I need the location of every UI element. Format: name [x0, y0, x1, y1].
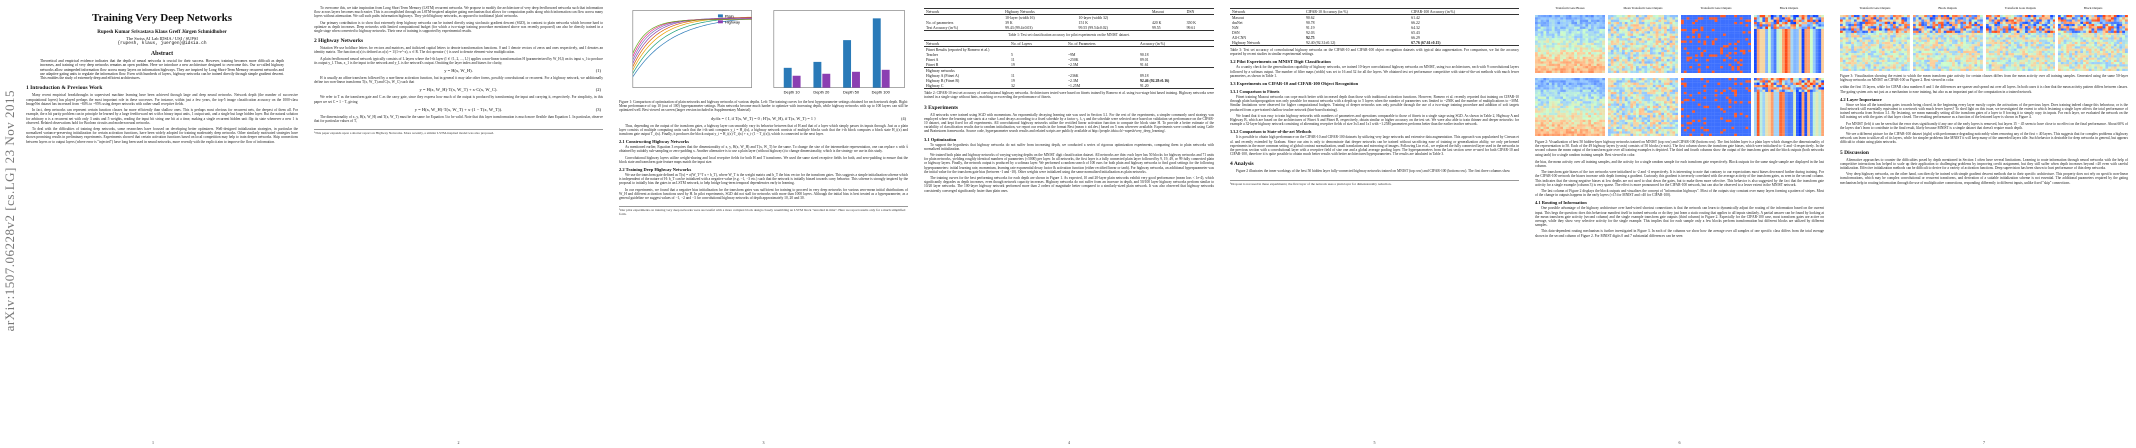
paragraph: We use the transform gate defined as T(x) = σ(W_T^T x + b_T), where W_T is the weight matrix and b_T the bias vector for the transform gates. This suggests a simple initialization scheme which is independent of the nature of H: b_T can be initialized with a negative value (e.g. −1, −3 etc.) such that the network is initially biased towards carry behavior. This scheme is strongly inspired by the proposal to initially bias the gates in an LSTM network, to help bridge long-term temporal dependencies early in learning. — [619, 173, 908, 186]
table-group-label: Fitnet Results (reported by Romero et al.) — [926, 47, 990, 52]
equation-1 — [314, 68, 603, 73]
subsection-heading: 3.2 Pilot Experiments on MNIST Digit Classification — [1230, 59, 1331, 65]
subsection-heading: 2.2 Training Deep Highway Networks — [619, 167, 692, 173]
table-cell: 99.55 — [1150, 25, 1185, 31]
table-cell: 92.03 — [1305, 30, 1315, 35]
table-cell: 91.19 — [1305, 25, 1315, 30]
table-cell: 91.61 — [1139, 62, 1149, 67]
heatmap-canvas — [1608, 78, 1678, 136]
paragraph: We found that it was easy to train highway networks with numbers of parameters and operations comparable to those of fitnets in a single stage using SGD. As shown in Table 2, Highway A and Highway B, which are based on the architectures of Fitnet A and Fitnet B, respectively, obtain similar or higher accuracy on the test set. We were also able to train thinner and deeper networks: for example a 32-layer highway network consisting of alternating receptive fields of size 3x3 and 1x1 with ~1.25M parameters performs better than the earlier teacher network. — [1230, 113, 1519, 127]
page-1 — [0, 0, 306, 448]
table-cell: 32 — [1009, 83, 1066, 89]
table-header-cell: Maxout — [1150, 9, 1185, 15]
paragraph: A plain feedforward neural network typically consists of L layers where the l-th layer (l ∈ {1, 2, ..., L}) applies a non-linear transformation H (parameterized by W_H,l) on its input x_l to produce its output y_l. Thus, x_1 is the input to the network and y_L is the network's output. Omitting the layer index and biases for clarity, — [314, 56, 603, 65]
table-cell: Highway C — [924, 83, 1009, 89]
table-header-cell: Network — [924, 9, 1003, 15]
table-cell: 92.46 (92.28±0.16) — [1139, 78, 1170, 83]
heatmap — [2058, 15, 2128, 71]
paragraph: The dimensionality of x, y, H(x, W_H) and T(x, W_T) must be the same for Equation 3 to be valid. Note that this layer transformation is much more flexible than Equation 1. In particular, observe that for particular values of T, — [314, 114, 603, 124]
figure-3-column-title: Block Outputs — [1938, 6, 1957, 10]
paragraph: Notation We use boldface letters for vectors and matrices, and italicized capital letters to denote transformation functions. 0 and 1 denote vectors of zeros and ones respectively, and I denotes an identity matrix. The function σ(x) is defined as σ(x) = 1/(1+e^-x), x ∈ R. The dot operator (·) is used to denote element-wise multiplication. — [314, 46, 603, 55]
table-1-caption: Table 1: Test set classification accuracy for pilot experiments on the MNIST dataset. — [1008, 33, 1130, 37]
equation-body: y = H(x, W_H)·T(x, W_T) + x·C(x, W_C). — [419, 87, 498, 93]
figure-2-column-title: Transform Gate Outputs — [1700, 6, 1732, 10]
table-cell: 99.55 (99.54±0.02) — [1077, 25, 1150, 31]
paragraph: The last column of Figure 2 displays the block outputs and visualizes the concept of "information highways". Most of the outputs stay constant over many layers forming a pattern of stripes. Most of the change in outputs happens in the early layers (≈15 for MNIST and ≈40 for CIFAR-100). — [1535, 189, 1824, 198]
table-header-cell: Accuracy (in %) — [1138, 41, 1214, 47]
table-cell: Teacher — [926, 52, 938, 57]
heatmap-canvas — [1986, 15, 2056, 71]
page-number: 2 — [457, 440, 460, 445]
table-cell: Highway Network — [1230, 40, 1304, 46]
equation-2 — [314, 87, 603, 92]
figure-2-column-title: Transform Gate Biases — [1555, 6, 1585, 10]
plain-bar — [843, 40, 851, 88]
body-text — [924, 143, 1214, 193]
heatmap — [1986, 15, 2056, 71]
plain-bar — [872, 18, 880, 87]
abstract-heading: Abstract — [150, 51, 174, 57]
heatmap — [1681, 15, 1751, 73]
heatmap-canvas — [1535, 15, 1605, 73]
equation-number: (4) — [901, 115, 906, 121]
highway-bar — [881, 70, 889, 88]
page-number: 7 — [1983, 440, 1985, 445]
heatmap — [1754, 78, 1824, 136]
table-header-cell: No. of Layers — [1009, 41, 1066, 47]
table-cell: 61.42 — [1411, 15, 1420, 20]
table-2 — [924, 40, 1214, 89]
equation-body: y = H(x, W_H). — [444, 68, 473, 74]
body-text — [619, 145, 908, 164]
table-cell: 19 — [1010, 78, 1015, 83]
depth-label: Depth 20 — [812, 89, 829, 95]
depth-label: Depth 10 — [783, 89, 800, 95]
paragraph: Very deep highway networks, on the other hand, can directly be trained with simple gradient descent methods due to their specific architecture. This property does not rely on specific non-linear transformations, which may be complex convolutional or recurrent transforms, and derivation of a suitable initialization scheme is not essential. The additional parameters required by the gating mechanism help in routing information through the use of multiplicative connections, responding differently to different inputs, unlike fixed "skip" connections. — [1840, 172, 2128, 185]
paragraph: The training curves for the best performing networks for each depth are shown in Figure 1. As expected, 10 and 20-layer plain networks exhibit very good performance (mean loss < 1e-4), which significantly degrades as depth increases, even though network capacity increases. Highway networks do not suffer from an increase in depth, and 50/100 layer highway networks perform similar to 10/20 layer networks. The 100-layer highway network performed more than 2 orders of magnitude better compared to a similarly-sized plain network. It was also observed that highway networks consistently converged significantly faster than plain ones. — [924, 176, 1214, 193]
paragraph: Fitnet training Maxout networks can cope much better with increased depth than those with traditional activation functions. However, Romero et al. recently reported that training on CIFAR-10 through plain backpropogation was only possible for maxout networks with a depth up to 5 layers when the number of parameters was limited to ~250K and the number of multiplications to ~30M. Similar limitations were observed for higher computational budgets. Training of deeper networks was only possible through the use of a two-stage training procedure and addition of soft targets produced from a pre-trained shallow teacher network (hint-based training). — [1230, 95, 1519, 112]
table-cell: 89.18 — [1139, 73, 1149, 78]
abstract: Theoretical and empirical evidence indicates that the depth of neural networks is crucial for their success. However, training becomes more difficult as depth increases, and training of very deep networks remains an open problem. Here we introduce a new architecture designed to overcome this. Our so-called highway networks allow unimpeded information flow across many layers on information highways. They are inspired by Long Short-Term Memory recurrent networks and use adaptive gating units to regulate the information flow. Even with hundreds of layers, highway networks can be trained directly through simple gradient descent. This enables the study of extremely deep and efficient architectures. — [40, 59, 284, 81]
paragraph: This data-dependent routing mechanism is further investigated in Figure 3. In each of the columns we show how the average over all samples of one specific class differs from the total average shown in the second column of Figure 2. For MNIST digits 0 and 7 substantial differences can be seen — [1535, 229, 1824, 238]
figure-2 — [1535, 6, 1824, 138]
figure-2-column-title: Block Outputs — [1779, 6, 1799, 10]
table-cell: 66.29 — [1411, 35, 1420, 40]
table-cell: 92.40 (92.31±0.12) — [1304, 40, 1409, 46]
paragraph: As a sanity check for the generalization capability of highway networks, we trained 10-layer convolutional highway networks on MNIST, using two architectures, each with 9 convolutional layers followed by a softmax output. The number of filter maps (width) was set to 16 and 32 for all the layers. We obtained test set performance competitive with state-of-the-art methods with much fewer parameters, as shown in Table 1. — [1230, 65, 1519, 78]
section-heading: 2 Highway Networks — [314, 38, 364, 45]
page-number: 3 — [762, 440, 765, 445]
section-heading: 3 Experiments — [924, 104, 959, 111]
heatmap — [1754, 15, 1824, 73]
table-cell: 65.43 — [1411, 30, 1420, 35]
table-header-cell: No. of Parameters — [1066, 41, 1138, 47]
paragraph: To support the hypothesis that highway networks do not suffer from increasing depth, we conducted a series of rigorous optimization experiments, comparing them to plain networks with normalized initialization. — [924, 142, 1214, 151]
table-cell: 99.43 (99.4±0.03) — [1003, 25, 1076, 31]
table-cell: NiN — [1232, 25, 1239, 30]
table-row — [924, 83, 1214, 89]
paragraph: the bias, the mean activity over all training samples, and the activity for a single random sample for each transform gate respectively. Block outputs for the same single sample are displayed in the last column. — [1535, 159, 1824, 169]
heatmap-canvas — [1754, 15, 1824, 73]
footnote: ³Dropout is not used in these experiments; the first layer of the network uses a plain layer for dimensionality reduction. — [1230, 180, 1519, 186]
paragraph: H is usually an affine transform followed by a non-linear activation function, but in general it may take other forms, possibly convolutional or recurrent. For a highway network, we additionally define two non-linear transforms T(x, W_T) and C(x, W_C) such that — [314, 76, 603, 85]
table-cell: 5 — [1010, 52, 1013, 57]
table-cell: Maxout — [1232, 15, 1244, 20]
highway-bar — [792, 76, 800, 88]
plain-bar — [813, 62, 821, 88]
body-text — [619, 124, 908, 137]
body-text — [1840, 103, 2128, 145]
table-cell: Test Accuracy (in %) — [924, 25, 1003, 31]
paragraph: Our primary contribution is to show that extremely deep highway networks can be trained directly using stochastic gradient descent (SGD), in contrast to plain networks which become hard to optimize as depth increases. Deep networks with limited computational budget (for which a two-stage training procedure mentioned above was recently proposed) can also be directly trained in a single stage when converted to highway networks. Their ease of training is supported by experimental results. — [314, 20, 603, 34]
body-text — [1535, 160, 1824, 198]
table-cell: 39 K — [1005, 20, 1013, 25]
paragraph: For MNIST (left) it can be seen that the error rises significantly if any one of the early layers is removed, but layers 15 − 45 seem to have close to no effect on the final performance. About 60% of the layers don't learn to contribute to the final result, likely because MNIST is a simple dataset that doesn't require much depth. — [1840, 121, 2128, 130]
paragraph: Thus, depending on the output of the transform gates, a highway layer can smoothly vary its behavior between that of H and that of a layer which simply passes its inputs through. Just as a plain layer consists of multiple computing units such that the i-th unit computes y_i = H_i(x), a highway network consists of multiple blocks such that the i-th block computes a block state H_i(x) and transform gate output T_i(x). Finally, it produces the block output y_i = H_i(x)·T_i(x) + x_i·(1 − T_i(x)), which is connected to the next layer. — [619, 123, 908, 137]
body-text — [314, 6, 603, 33]
table-cell: 90.62 — [1305, 15, 1315, 20]
page-5 — [1222, 0, 1527, 448]
paragraph: It is possible to obtain high performance on the CIFAR-10 and CIFAR-100 datasets by utilizing very large networks and extensive data augmentation. This approach was popularized by Ciresan et al. and recently extended by Graham. Since our aim is only to demonstrate that deeper networks can be trained without sacrificing ease of training or generalization ability, we only performed experiments in the more common setting of global contrast normalization, small translations and mirroring of images. Following Lin et al., we replaced the fully connected layer used in the networks in the previous section with a convolutional layer with a receptive field of size one and a global average pooling layer. The hyperparameters from the last section were re-used for both CIFAR-10 and CIFAR-100, therefore it is quite possible to obtain much better results with better architectures/hyperparameters. The results are tabulated in Table 3. — [1230, 135, 1519, 157]
body-text — [314, 76, 603, 84]
table-3 — [1230, 8, 1519, 46]
subsection-heading: 4.2 Layer Importance — [1840, 96, 1882, 102]
table-cell: All-CNN — [1232, 35, 1247, 40]
subsection-heading: 2.1 Constructing Highway Networks — [619, 139, 690, 145]
body-text — [924, 113, 1214, 134]
subsection-heading: 3.3.2 Comparison to State-of-the-art Methods — [1230, 129, 1312, 135]
figure-1 — [619, 6, 908, 98]
section-heading: 1 Introduction & Previous Work — [26, 85, 103, 92]
figure-3-column-title: Block Outputs — [2083, 6, 2103, 10]
body-text — [1840, 85, 2128, 93]
table-cell: ~236K — [1068, 73, 1079, 78]
body-text — [1230, 169, 1519, 173]
footnote: ¹This paper expands upon a shorter report on Highway Networks. More recently, a similar LSTM-inspired model was also proposed. — [314, 129, 603, 135]
table-cell: ~2.5M — [1068, 62, 1079, 67]
figure-1-right-plot — [760, 6, 908, 98]
figure-2-caption: Figure 2: Visualization of best 50 hidden-layer highway networks trained on MNIST (top row) and CIFAR-100 (bottom row). The first hidden layer is a plain layer which changes the dimensionality of the representation to 50. Each of the 49 highway layers (y-axis) consists of 50 blocks (x-axis). The first column shows the transform gate biases, which were initialized to -2 and -4 respectively. In the second column the mean output of the transform gate over all training examples is depicted. The third and fourth columns show the output of the transform gates and the block outputs (both networks using tanh) for a single random training sample. Best viewed in color. — [1535, 140, 1824, 157]
section-heading: 4 Analysis — [1230, 161, 1254, 168]
table-cell: 420 K — [1152, 20, 1162, 25]
table-cell: 67.76 (67.61±0.15) — [1409, 40, 1519, 46]
legend-swatch — [718, 14, 723, 17]
paragraph: As mentioned earlier, Equation 3 requires that the dimensionality of x, y, H(x, W_H) and T(x, W_T) be the same. To change the size of the intermediate representation, one can replace x with x̂ obtained by suitably sub-sampling or zero-padding x. Another alternative is to use a plain layer (without highways) to change dimensionality, which is the strategy we use in this study. — [619, 145, 908, 154]
paragraph: One possible advantage of the highway architecture over hard-wired shortcut connections is that the network can learn to dynamically adjust the routing of the information based on the current input. This begs the question: does this behaviour manifest itself in trained networks or do they just learn a static routing that applies to all inputs similarly. A partial answer can be found by looking at the mean transform gate activity (second column) and the single example transform gate outputs (third column) in Figure 2. Especially for the CIFAR-100 case, most transform gates are active on average, while they show very selective activity for the single example. This implies that for each sample only a few blocks perform transformation but different blocks are utilized by different samples. — [1535, 206, 1824, 228]
table-cell: 92.75 — [1305, 35, 1315, 40]
heatmap-canvas — [1840, 15, 1910, 71]
paragraph: To overcome this, we take inspiration from Long Short Term Memory (LSTM) recurrent networks. We propose to modify the architecture of very deep feedforward networks such that information flow across layers becomes much easier. This is accomplished through an LSTM-inspired adaptive gating mechanism that allows for computation paths along which information can flow across many layers without attenuation. We call such paths information highways. They yield highway networks, as opposed to traditional 'plain' networks. — [314, 6, 603, 19]
equation-body: dy/dx = { I, if T(x, W_T) = 0 ; H'(x, W_H), if T(x, W_T) = 1 } — [711, 115, 816, 121]
paragraph: Convolutional highway layers utilize weight-sharing and local receptive fields for both H and T transforms. We used the same sized receptive fields for both, and zero-padding to ensure that the block state and transform gate feature maps match the input size. — [619, 155, 908, 164]
table-cell: dasNet — [1232, 20, 1243, 25]
heatmap-canvas — [1535, 78, 1605, 136]
depth-label: Depth 100 — [871, 89, 890, 95]
paragraph: We see a different picture for the CIFAR-100 dataset (right) with performance degrading noticeably when removing any of the first ≈ 40 layers. This suggests that for complex problems a highway network can learn to utilize all of its layers, while for simpler problems like MNIST it will keep many of the unneeded layers idle. Such behavior is desirable for deep networks in general, but appears difficult to obtain using plain networks. — [1840, 132, 2128, 145]
table-row — [1230, 40, 1519, 46]
plain-bar — [783, 68, 791, 88]
body-text — [26, 93, 298, 143]
page-number: 6 — [1678, 440, 1681, 445]
figure-3 — [1840, 6, 2128, 72]
table-cell: DSN — [1232, 30, 1240, 35]
table-cell: 10-layer (width 16) — [1005, 15, 1035, 20]
table-cell: 64.32 — [1411, 25, 1420, 30]
table-cell: 90.78 — [1305, 20, 1315, 25]
table-2-caption: Table 2: CIFAR-10 test set accuracy of convolutional highway networks. Architectures tested were based on fitnets trained by Romero et al. using two-stage hint based training. Highway networks were trained in a single stage without hints, matching or exceeding the performance of fitnets. — [924, 91, 1214, 100]
equation-number: (2) — [595, 87, 601, 93]
figure-2-column-title: Mean Transform Gate Outputs — [1623, 6, 1663, 10]
table-cell: 151 K — [1078, 20, 1088, 25]
page-6 — [1527, 0, 1832, 448]
page-7 — [1832, 0, 2136, 448]
heatmap-canvas — [1608, 15, 1678, 73]
heatmap — [1913, 15, 1983, 71]
highway-bar — [822, 74, 830, 88]
table-header-cell: DSN — [1185, 9, 1214, 15]
paragraph: To deal with the difficulties of training deep networks, some researchers have focused on developing better optimizers. Well-designed initialization strategies, in particular the normalized variance-preserving initialization for certain activation functions, have been widely adopted for training moderately deep networks. Other similarly motivated strategies have shown promising results in preliminary experiments. Experiments showed that certain activation functions based on local competition may help to train deeper networks. Skip connections between layers or to output layers (where error is "injected") have long been used in neural networks, more recently with the explicit aim to improve the flow of information. — [26, 126, 298, 144]
table-cell: Fitnet A — [926, 57, 939, 62]
table-cell: ~250K — [1068, 57, 1079, 62]
table-cell: Highway B (Fitnet B) — [926, 78, 960, 83]
paragraph: within the first 15 layers, while for CIFAR class numbers 0 and 1 the differences are sparser and spread out over all layers. In both cases it is clear that the mean activity pattern differs between classes. The gating system acts not just as a mechanism to ease training, but also as an important part of the computation in a trained network. — [1840, 85, 2128, 94]
equation-3 — [314, 107, 603, 112]
subsection-heading: 3.3.1 Comparison to Fitnets — [1230, 89, 1280, 95]
figure-3-column-title: Transform Gate Outputs — [2004, 6, 2036, 10]
subsection-heading: 4.1 Routing of Information — [1535, 200, 1587, 206]
heatmap — [1840, 15, 1910, 71]
page-2 — [306, 0, 611, 448]
figure-3-column-title: Transform Gate Outputs — [1859, 6, 1891, 10]
table-cell: 91.20 — [1138, 83, 1214, 89]
footnote: ²Our pilot experiments on training very deep networks were successful with a more complex block design closely resembling an LSTM block "unrolled in time". Here we report results only for a much simplified form. — [619, 206, 908, 216]
paragraph: We refer to T as the transform gate and C as the carry gate, since they express how much of the output is produced by transforming the input and carrying it, respectively. For simplicity, in this paper we set C = 1 − T, giving — [314, 95, 603, 104]
paper-title: Training Very Deep Networks — [91, 12, 233, 24]
heatmap — [1535, 15, 1605, 73]
paragraph: All networks were trained using SGD with momentum. An exponentially decaying learning rate was used in Section 3.1. For the rest of the experiments, a simpler commonly used strategy was employed where the learning rate starts at a value λ and decays according to a fixed schedule by a factor γ. λ, γ and the schedule were selected once based on validation set performance on the CIFAR-10 dataset, and kept fixed for all experiments. All convolutional highway networks utilize the rectified linear activation function to compute the block state H. To provide a better estimate of the variability of classification results due to random initialization, we report our results in the format Best (mean ± std.dev.) based on 5 runs wherever available. Experiments were conducted using Caffe and Brainstorm frameworks. Source code, hyperparameter search results and related scripts are publicly available at http://people.idsia.ch/~rupesh/very_deep_learning/. — [924, 112, 1214, 134]
body-text — [314, 95, 603, 103]
equation-number: (1) — [595, 68, 601, 74]
heatmap-canvas — [1681, 78, 1751, 136]
page-4 — [916, 0, 1222, 448]
heatmap — [1608, 78, 1678, 136]
page-number: 1 — [152, 440, 154, 445]
body-text — [1230, 65, 1519, 78]
table-header-cell: Highway Networks — [1003, 9, 1150, 15]
table-cell: 11 — [1010, 57, 1015, 62]
table-3-caption: Table 3: Test set accuracy of convolutional highway networks on the CIFAR-10 and CIFAR-100 object recognition datasets with typical data augmentation. For comparison, we list the accuracy reported by recent studies in similar experimental settings. — [1230, 48, 1519, 57]
subsection-heading: 3.3 Experiments on CIFAR-10 and CIFAR-100 Object Recognition — [1230, 81, 1359, 87]
table-cell: ~2.3M — [1068, 78, 1079, 83]
table-cell: 10-layer (width 32) — [1078, 15, 1109, 20]
table-row — [924, 25, 1214, 31]
legend-swatch — [718, 20, 723, 23]
body-text — [314, 115, 603, 123]
body-text — [1535, 206, 1824, 237]
table-cell: ~9M — [1068, 52, 1076, 57]
paragraph: In fact, deep networks can represent certain function classes far more efficiently than shallow ones. This is perhaps most obvious for recurrent nets, the deepest of them all. For example, the n bit parity problem can in principle be learned by a large feedforward net with n binary input units, 1 output unit, and a single but large hidden layer. But the natural solution for arbitrary n is a recurrent net with only 3 units and 5 weights, reading the input bit string one bit at a time, making a single recurrent hidden unit flip its state whenever a new 1 is observed. Related observations hold for Boolean circuits and modern neural networks. — [26, 108, 298, 125]
page-number: 5 — [1373, 440, 1376, 445]
table-cell: ~1.25M — [1066, 83, 1138, 89]
table-cell: 66.22 — [1411, 20, 1420, 25]
table-cell: Fitnet B — [926, 62, 939, 67]
depth-label: Depth 50 — [842, 89, 859, 95]
highway-bar — [852, 72, 860, 88]
heatmap — [1535, 78, 1605, 136]
emails: {rupesh, klaus, juergen}@idsia.ch — [117, 41, 207, 46]
page-number: 4 — [1068, 440, 1070, 445]
body-text — [619, 173, 908, 200]
table-cell: Highway A (Fitnet A) — [926, 73, 960, 78]
figure-3-caption: Figure 3: Visualization showing the extent to which the mean transform gate activity for certain classes differs from the mean activity over all training samples. Generated using the same 50-layer highway networks on MNIST on CIFAR-100 as Figure 2. Best viewed in color. — [1840, 74, 2128, 83]
subsection-heading: 3.1 Optimization — [924, 136, 957, 142]
body-text — [314, 46, 603, 65]
legend-label: Plain — [724, 13, 734, 19]
paragraph: Figure 2 illustrates the inner workings of the best 50 hidden layer fully-connected highway networks trained on MNIST (top row) and CIFAR-100 (bottom row). The first three columns show — [1236, 169, 1510, 174]
body-text — [1230, 135, 1519, 156]
table-header-cell: Network — [924, 41, 1009, 47]
heatmap-canvas — [1754, 78, 1824, 136]
table-cell: 11 — [1010, 73, 1015, 78]
paragraph: In our experiments, we found that a negative bias initialization for the transform gates was sufficient for training to proceed in very deep networks for various zero-mean initial distributions of W_H and different activation functions used by H. In pilot experiments, SGD did not stall for networks with more than 1000 layers. Although the initial bias is best treated as a hyperparameter, as a general guideline we suggest values of −1, −2 and −3 for convolutional highway networks of depth approximately 10, 20 and 30. — [619, 187, 908, 201]
table-group-label: Highway networks — [924, 68, 1214, 74]
table-1 — [924, 8, 1214, 31]
table-cell: 99.61 — [1185, 25, 1214, 31]
authors: Rupesh Kumar Srivastava Klaus Greff Jürgen Schmidhuber — [97, 30, 227, 35]
paragraph: Since we bias all the transform gates towards being closed, in the beginning every layer mostly copies the activations of the previous layer. Does training indeed change this behaviour, or is the final network still essentially equivalent to a network with much fewer layers? To shed light on this issue, we investigated the extent to which lesioning a single layer affects the total performance of trained networks from Section 3.1. By lesioning, we mean manually setting all the transform gates of a layer to 0 forcing it to simply copy its inputs. For each layer, we evaluated the network on the full training set with the gates of that layer closed. The resulting performance as a function of the lesioned layer is shown in Figure 4. — [1840, 102, 2128, 120]
equation-number: (3) — [595, 106, 601, 112]
body-text — [1230, 95, 1519, 126]
heatmap — [1608, 15, 1678, 73]
paragraph: Alternative approaches to counter the difficulties posed by depth mentioned in Section 1 often have several limitations. Learning to route information through neural networks with the help of competitive interactions has helped to scale up their application to challenging problems by improving credit assignment, but they still suffer when depth increases beyond ≈20 even with careful initialization. Effective initialization methods can be difficult to derive for a variety of activation functions. Deep supervision has been shown to hurt performance of thin deep networks. — [1840, 157, 2128, 171]
paragraph: Many recent empirical breakthroughs in supervised machine learning have been achieved through large and deep neural networks. Network depth (the number of successive computational layers) has played perhaps the most important role in these successes. For instance, within just a few years, the top-5 image classification accuracy on the 1000-class ImageNet dataset has increased from ~84% to ~95% using deeper networks with rather small receptive fields. — [26, 93, 298, 106]
figure-1-left-plot — [619, 6, 756, 98]
heatmap-canvas — [1913, 15, 1983, 71]
equation-body: y = H(x, W_H)·T(x, W_T) + x·(1 − T(x, W_T)). — [414, 106, 503, 112]
arxiv-identifier: arXiv:1507.06228v2 [cs.LG] 23 Nov 2015 — [2, 90, 17, 332]
table-cell: No. of parameters — [926, 20, 954, 25]
section-heading: 5 Discussion — [1840, 149, 1869, 156]
table-cell: 19 — [1010, 62, 1015, 67]
table-header-cell: Network — [1230, 9, 1304, 15]
figure-1-caption: Figure 1: Comparison of optimization of plain networks and highway networks of various depths. Left: The training curves for the best hyperparameter settings obtained for each network depth. Right: Mean performance of top 10 (out of 100) hyperparameter settings. Plain networks become much harder to optimize with increasing depth, while highway networks with up to 100 layers can still be optimized well. Best viewed on screen (larger version included in Supplementary Material). — [619, 100, 908, 113]
table-cell: 89.01 — [1139, 57, 1149, 62]
heatmap-canvas — [2058, 15, 2128, 71]
table-cell: 90.18 — [1139, 52, 1149, 57]
heatmap — [1681, 78, 1751, 136]
affiliation: The Swiss AI Lab IDSIA / USI / SUPSI — [126, 36, 198, 41]
legend-label: Highway — [724, 19, 740, 25]
body-text — [1840, 158, 2128, 185]
page-3 — [611, 0, 916, 448]
paragraph: The transform gate biases of the two networks were initialized to -2 and -4 respectively. It is interesting to note that contrary to our expectations most biases decreased further during training. For the CIFAR-100 network the biases increase with depth forming a gradient. Curiously this gradient is inversely correlated with the average activity of the transform gates, as seen in the second column. This indicates that the strong negative biases at low depths are not used to shut down the gates, but to make them more selective. This behavior is also suggested by the fact that the transform gate activity for a single example (column 3) is very sparse. The effect is more pronounced for the CIFAR-100 network, but can also be observed to a lesser extent in the MNIST network. — [1535, 170, 1824, 187]
heatmap-canvas — [1681, 15, 1751, 73]
paragraph: We trained both plain and highway networks of varying varying depths on the MNIST digit classification dataset. All networks are thin: each layer has 50 blocks for highway networks and 71 units for plain networks, yielding roughly identical numbers of parameters (≈5000) per layer. In all networks, the first layer is a fully connected plain layer followed by 9, 19, 49, or 99 fully connected plain or highway layers. Finally, the network output is produced by a softmax layer. We performed a random search of 100 runs for both plain and highway networks to find good settings for the following hyperparameters: initial learning rate, momentum, learning rate exponential decay factor & activation function (either rectified linear or tanh). For highway networks, an additional hyperparameter was the initial value for the transform gate bias (between -1 and -10). Other weights were initialized using the same normalized initialization as plain networks. — [924, 153, 1214, 174]
equation-4 — [619, 116, 908, 121]
table-cell: 350 K — [1186, 20, 1197, 25]
table-header-cell: CIFAR-100 Accuracy (in %) — [1409, 9, 1519, 15]
table-header-cell: CIFAR-10 Accuracy (in %) — [1304, 9, 1409, 15]
